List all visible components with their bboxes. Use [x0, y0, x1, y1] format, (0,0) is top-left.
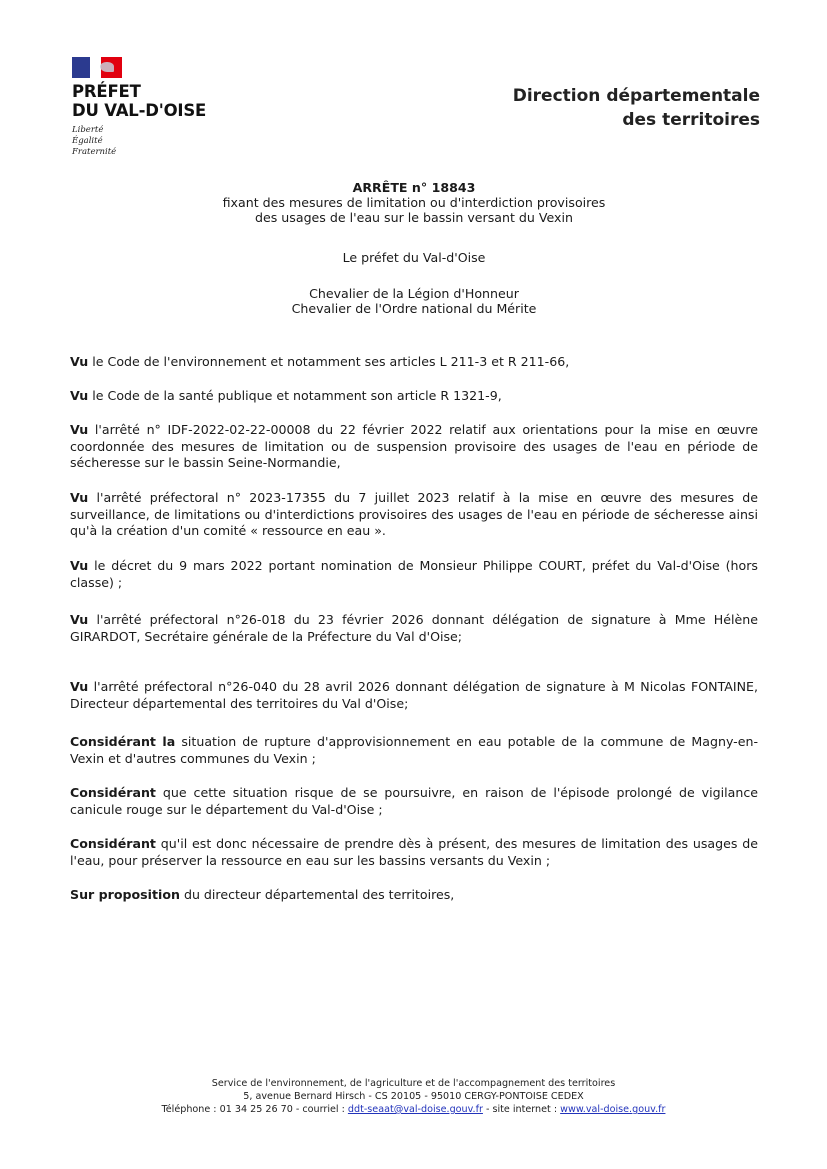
direction-line1: Direction départementale	[512, 86, 760, 106]
proposition-paragraph	[70, 887, 758, 904]
visa-text: l'arrêté préfectoral n°26-018 du 23 février 2026 donnant délégation de signature à Mme Hélène GIRARDOT, Secrétaire générale de la Préfecture du Val d'Oise;	[70, 612, 758, 644]
honneur-line2: Chevalier de l'Ordre national du Mérite	[291, 301, 537, 316]
footer-address: 5, avenue Bernard Hirsch - CS 20105 - 95010 CERGY-PONTOISE CEDEX	[243, 1091, 584, 1102]
honneur-line1: Chevalier de la Légion d'Honneur	[309, 286, 519, 301]
devise-fraternite: Fraternité	[72, 147, 117, 157]
visa-paragraph	[70, 612, 758, 645]
arrete-number: ARRÊTE n° 18843	[352, 180, 476, 195]
prefet-title-line1: PRÉFET	[72, 82, 141, 101]
footer-site-prefix: - site internet :	[482, 1104, 561, 1115]
visa-paragraph	[70, 354, 758, 371]
footer-email-link[interactable]: ddt-seaat@val-doise.gouv.fr	[347, 1104, 483, 1115]
devise-egalite: Égalité	[72, 136, 103, 146]
marianne-flag-icon	[72, 57, 122, 78]
visa-text: le Code de l'environnement et notamment ses articles L 211-3 et R 211-66,	[88, 354, 570, 369]
visa-paragraph	[70, 679, 758, 712]
direction-header	[513, 84, 760, 132]
visa-lead: Vu	[70, 422, 89, 437]
visa-paragraph	[70, 490, 758, 540]
considerant-text: que cette situation risque de se poursuivre, en raison de l'épisode prolongé de vigilance canicule rouge sur le département du Val-d'Oise ;	[70, 785, 758, 817]
visa-text: l'arrêté n° IDF-2022-02-22-00008 du 22 février 2022 relatif aux orientations pour la mise en œuvre coordonnée des mesures de limitation ou de suspension provisoire des usages de l'eau en période de sécheresse sur le bassin Seine-Normandie,	[70, 422, 758, 470]
visa-text: l'arrêté préfectoral n° 2023-17355 du 7 juillet 2023 relatif à la mise en œuvre des mesures de surveillance, de limitations ou d'interdictions provisoires des usages de l'eau en période de sécheresse ainsi qu'à la création d'un comité « ressource en eau ».	[70, 490, 758, 538]
considerant-lead: Considérant	[70, 836, 156, 851]
footer-service: Service de l'environnement, de l'agriculture et de l'accompagnement des territoires	[211, 1078, 616, 1089]
prefet-title-line2: DU VAL-D'OISE	[72, 101, 207, 120]
devise	[72, 125, 222, 158]
arrete-title	[70, 180, 758, 225]
visa-text: le décret du 9 mars 2022 portant nomination de Monsieur Philippe COURT, préfet du Val-d'Oise (hors classe) ;	[70, 558, 758, 590]
visa-paragraph	[70, 388, 758, 405]
footer-phone: Téléphone : 01 34 25 26 70 - courriel :	[161, 1104, 348, 1115]
considerant-paragraph	[70, 836, 758, 869]
proposition-text: du directeur départemental des territoires,	[179, 887, 455, 902]
visa-lead: Vu	[70, 388, 89, 403]
footer-contact	[0, 1103, 827, 1116]
considerant-text: qu'il est donc nécessaire de prendre dès à présent, des mesures de limitation des usages de l'eau, pour préserver la ressource en eau sur les bassins versants du Vexin ;	[70, 836, 758, 868]
arrete-subtitle-line1: fixant des mesures de limitation ou d'interdiction provisoires	[222, 195, 606, 210]
honneurs	[70, 286, 758, 316]
visa-lead: Vu	[70, 354, 89, 369]
footer-website-link[interactable]: www.val-doise.gouv.fr	[560, 1104, 666, 1115]
considerant-lead: Considérant	[70, 785, 156, 800]
visa-lead: Vu	[70, 679, 89, 694]
page-footer	[0, 1077, 827, 1116]
proposition-lead: Sur proposition	[70, 887, 180, 902]
visa-paragraph	[70, 558, 758, 591]
considerant-lead: Considérant la	[70, 734, 176, 749]
visa-lead: Vu	[70, 612, 89, 627]
prefet-name: Le préfet du Val-d'Oise	[342, 250, 486, 265]
visa-text: l'arrêté préfectoral n°26-040 du 28 avril 2026 donnant délégation de signature à M Nicolas FONTAINE, Directeur départemental des territoires du Val d'Oise;	[70, 679, 758, 711]
arrete-subtitle-line2: des usages de l'eau sur le bassin versant du Vexin	[255, 210, 573, 225]
considerant-text: situation de rupture d'approvisionnement en eau potable de la commune de Magny-en-Vexin et d'autres communes du Vexin ;	[70, 734, 759, 766]
visa-text: le Code de la santé publique et notamment son article R 1321-9,	[88, 388, 502, 403]
prefecture-logo	[72, 57, 222, 158]
visa-lead: Vu	[70, 558, 89, 573]
visa-lead: Vu	[70, 490, 89, 505]
direction-line2: des territoires	[622, 110, 760, 130]
considerant-paragraph	[70, 734, 758, 767]
visa-paragraph	[70, 422, 758, 472]
devise-liberte: Liberté	[72, 125, 104, 135]
considerant-paragraph	[70, 785, 758, 818]
